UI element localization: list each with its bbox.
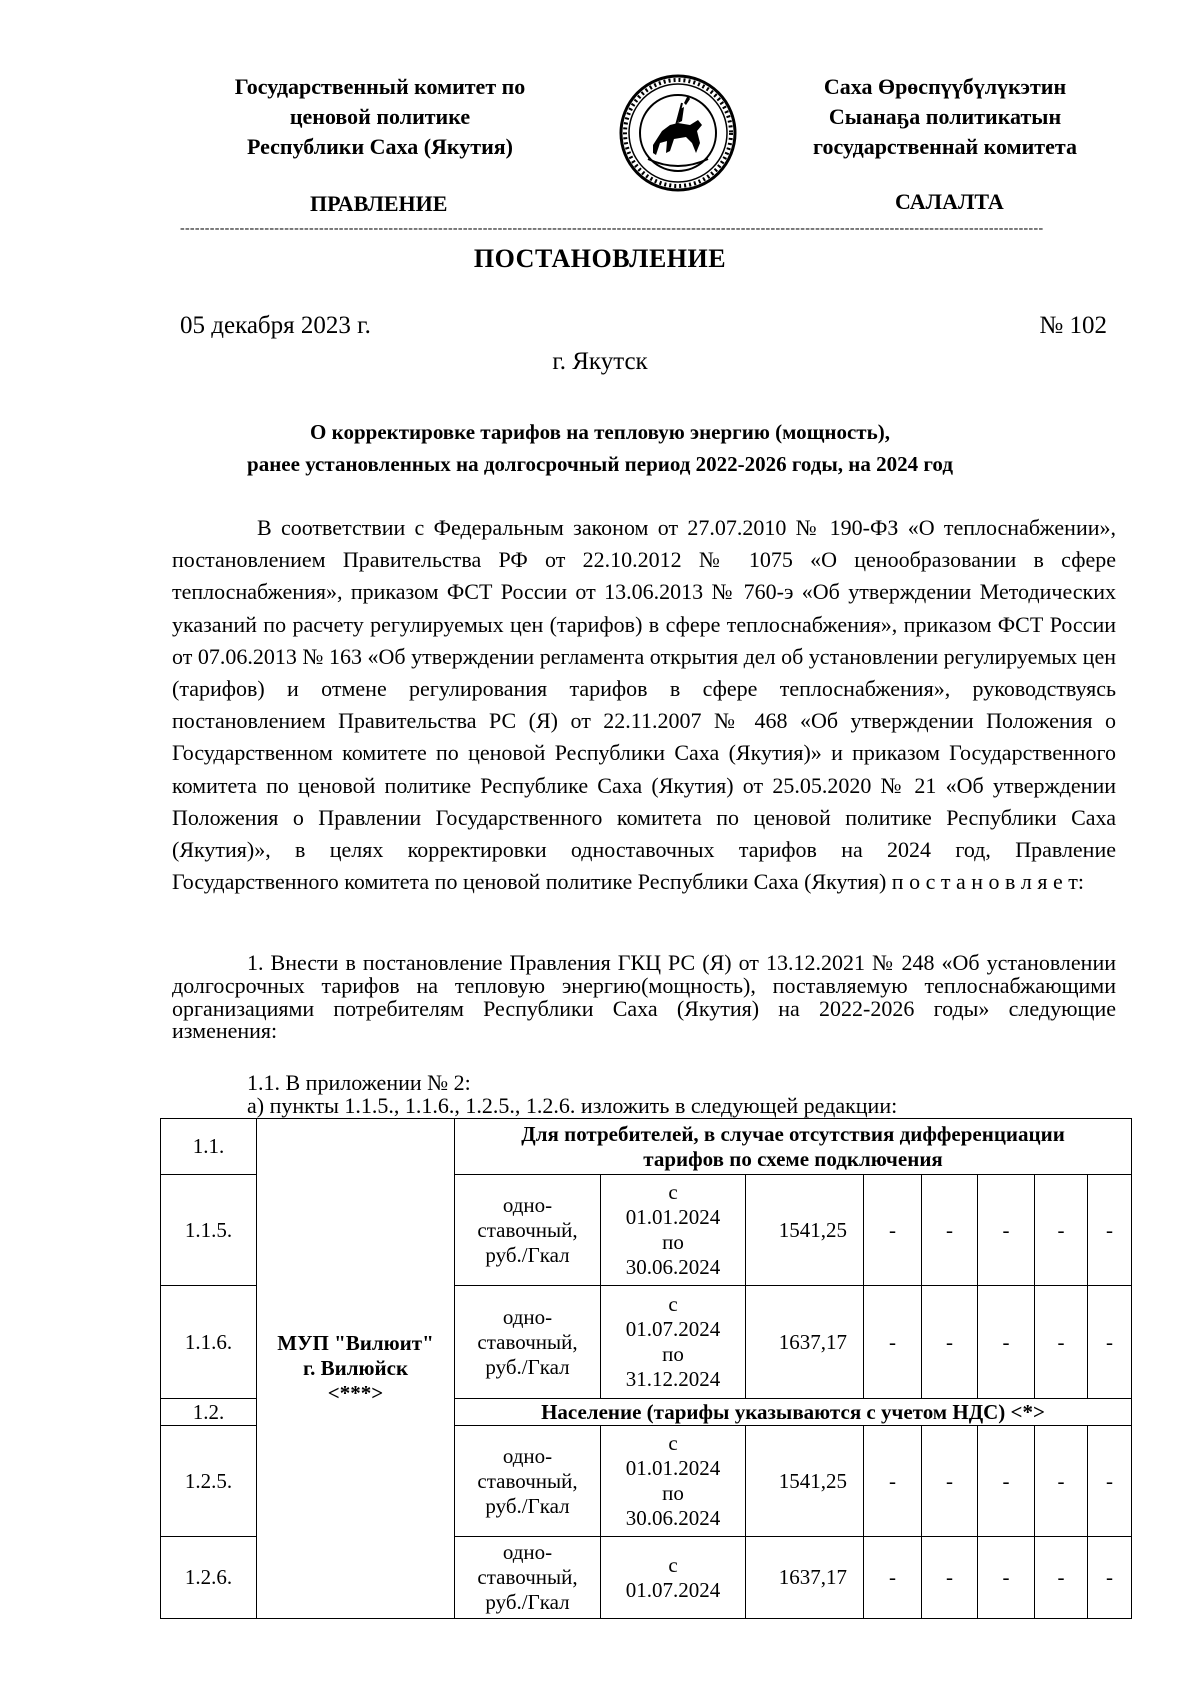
period-line: с xyxy=(668,1431,678,1455)
document-title: ПОСТАНОВЛЕНИЕ xyxy=(473,244,727,273)
tariff-type-line: руб./Гкал xyxy=(485,1493,570,1518)
board-title-sakha: САЛАЛТА xyxy=(895,189,1004,214)
empty-value-cell: - xyxy=(1035,1286,1088,1399)
tariff-type xyxy=(455,1426,601,1537)
empty-value-cell: - xyxy=(864,1286,922,1399)
coat-of-arms-emblem xyxy=(618,73,738,193)
committee-name-sakha xyxy=(775,72,1115,162)
empty-value-cell: - xyxy=(1088,1426,1132,1537)
empty-value-cell: - xyxy=(1088,1286,1132,1399)
subject-line: ранее установленных на долгосрочный период 2022-2026 годы, на 2024 год xyxy=(247,452,953,476)
committee-name-line: Государственный комитет по xyxy=(234,74,526,99)
tariff-type xyxy=(455,1286,601,1399)
empty-value-cell: - xyxy=(922,1286,978,1399)
tariff-table xyxy=(160,1118,1132,1619)
tariff-type-line: одно- xyxy=(502,1443,553,1468)
period-line: 01.01.2024 xyxy=(625,1456,721,1480)
empty-value-cell: - xyxy=(864,1175,922,1286)
period-line: с xyxy=(668,1552,678,1577)
tariff-type-line: одно- xyxy=(502,1192,553,1217)
period-line: с xyxy=(668,1180,678,1204)
period-line: по xyxy=(662,1481,684,1505)
period-line: с xyxy=(668,1292,678,1316)
tariff-type xyxy=(455,1537,601,1619)
period-line: 01.07.2024 xyxy=(625,1577,721,1602)
empty-value-cell: - xyxy=(864,1426,922,1537)
group-label-line: Для потребителей, в случае отсутствия дифференциации xyxy=(521,1121,1065,1146)
group-label xyxy=(455,1119,1132,1175)
preamble-paragraph xyxy=(172,512,1116,898)
period-cell xyxy=(601,1175,746,1286)
empty-value-cell: - xyxy=(922,1537,978,1619)
period-cell xyxy=(601,1426,746,1537)
tariff-type-line: одно- xyxy=(502,1304,553,1329)
period-line: 01.01.2024 xyxy=(625,1205,721,1229)
period-line: 31.12.2024 xyxy=(625,1367,721,1391)
committee-name-line: Саха Өрөспүүбүлүкэтин xyxy=(823,74,1067,99)
row-number: 1.1.6. xyxy=(161,1286,257,1399)
board-title-russian: ПРАВЛЕНИЕ xyxy=(310,191,448,216)
header-separator: ------------------------------------------------------------------------------------------------------------------------------------------------------------------------------ xyxy=(180,223,1044,235)
committee-name-line: Сыанаҕа политикатын xyxy=(828,104,1062,129)
period-line: 30.06.2024 xyxy=(625,1506,721,1530)
document-city: г. Якутск xyxy=(552,348,648,375)
empty-value-cell: - xyxy=(978,1426,1035,1537)
tariff-type-line: руб./Гкал xyxy=(485,1590,570,1614)
period-line: по xyxy=(662,1342,684,1366)
organization-line: <***> xyxy=(327,1381,384,1405)
committee-name-line: ценовой политике xyxy=(289,104,471,129)
period-line: 01.07.2024 xyxy=(625,1317,721,1341)
tariff-type-line: ставочный, xyxy=(477,1217,578,1242)
group-label-line: тарифов по схеме подключения xyxy=(643,1146,943,1171)
item-a-line: а) пункты 1.1.5., 1.1.6., 1.2.5., 1.2.6. изложить в следующей редакции: xyxy=(247,1093,898,1118)
price-cell: 1541,25 xyxy=(746,1175,864,1286)
organization-line: г. Вилюйск xyxy=(302,1356,409,1380)
committee-name-line: Республики Саха (Якутия) xyxy=(246,134,514,159)
price-cell: 1637,17 xyxy=(746,1537,864,1619)
document-subject xyxy=(150,416,1050,480)
table-group-row xyxy=(161,1119,1132,1175)
period-cell xyxy=(601,1286,746,1399)
empty-value-cell: - xyxy=(1035,1175,1088,1286)
document-number: № 102 xyxy=(1039,312,1107,339)
subject-line: О корректировке тарифов на тепловую энергию (мощность), xyxy=(310,420,890,444)
period-line: по xyxy=(662,1230,684,1254)
empty-value-cell: - xyxy=(1088,1175,1132,1286)
item-1-1-line: 1.1. В приложении № 2: xyxy=(247,1070,471,1095)
row-number: 1.2.5. xyxy=(161,1426,257,1537)
period-cell xyxy=(601,1537,746,1619)
empty-value-cell: - xyxy=(1035,1426,1088,1537)
tariff-type-line: ставочный, xyxy=(477,1329,578,1354)
tariff-type-line: одно- xyxy=(502,1540,553,1564)
tariff-type-line: руб./Гкал xyxy=(485,1354,570,1379)
price-cell: 1541,25 xyxy=(746,1426,864,1537)
committee-name-russian xyxy=(180,72,580,162)
tariff-type-line: руб./Гкал xyxy=(485,1242,570,1267)
empty-value-cell: - xyxy=(1088,1537,1132,1619)
empty-value-cell: - xyxy=(922,1175,978,1286)
document-date: 05 декабря 2023 г. xyxy=(180,312,371,339)
group-number: 1.2. xyxy=(161,1399,257,1426)
item-1-paragraph: 1. Внести в постановление Правления ГКЦ РС (Я) от 13.12.2021 № 248 «Об установлении долгосрочных тарифов на тепловую энергию(мощность), поставляемую теплоснабжающими организациями потребителям Республики Саха (Якутия) на 2022-2026 годы» следующие изменения: xyxy=(172,950,1116,1044)
tariff-type-line: ставочный, xyxy=(477,1468,578,1493)
preamble-text: В соответствии с Федеральным законом от 27.07.2010 № 190-ФЗ «О теплоснабжении», постановлением Правительства РФ от 22.10.2012 № 1075 «О ценообразовании в сфере теплоснабжения», приказом ФСТ России от 13.06.2013 № 760-э «Об утверждении Методических указаний по расчету регулируемых цен (тарифов) в сфере теплоснабжения», приказом ФСТ России от 07.06.2013 № 163 «Об утверждении регламента открытия дел об установлении регулируемых цен (тарифов) и отмене регулирования тарифов в сфере теплоснабжения», руководствуясь постановлением Правительства РС (Я) от 22.11.2007 № 468 «Об утверждении Положения о Государственном комитете по ценовой Республики Саха (Якутия)» и приказом Государственного комитета по ценовой политике Республике Саха (Якутия) от 25.05.2020 № 21 «Об утверждении Положения о Правлении Государственного комитета по ценовой политике Республики Саха (Якутия)», в целях корректировки одноставочных тарифов на 2024 год, Правление Государственного комитета по ценовой политике Республики Саха (Якутия) п о с т а н о в л я е т: xyxy=(172,515,1116,895)
empty-value-cell: - xyxy=(1035,1537,1088,1619)
organization-line: МУП "Вилюит" xyxy=(277,1331,434,1355)
row-number: 1.2.6. xyxy=(161,1537,257,1619)
empty-value-cell: - xyxy=(978,1175,1035,1286)
tariff-type-line: ставочный, xyxy=(477,1565,578,1589)
tariff-type xyxy=(455,1175,601,1286)
row-number: 1.1.5. xyxy=(161,1175,257,1286)
group-number: 1.1. xyxy=(161,1119,257,1175)
committee-name-line: государственнай комитета xyxy=(813,134,1077,159)
group-label: Население (тарифы указываются с учетом НДС) <*> xyxy=(455,1399,1132,1426)
empty-value-cell: - xyxy=(978,1286,1035,1399)
empty-value-cell: - xyxy=(864,1537,922,1619)
period-line: 30.06.2024 xyxy=(625,1255,721,1279)
organization-cell xyxy=(257,1119,455,1619)
price-cell: 1637,17 xyxy=(746,1286,864,1399)
empty-value-cell: - xyxy=(922,1426,978,1537)
empty-value-cell: - xyxy=(978,1537,1035,1619)
